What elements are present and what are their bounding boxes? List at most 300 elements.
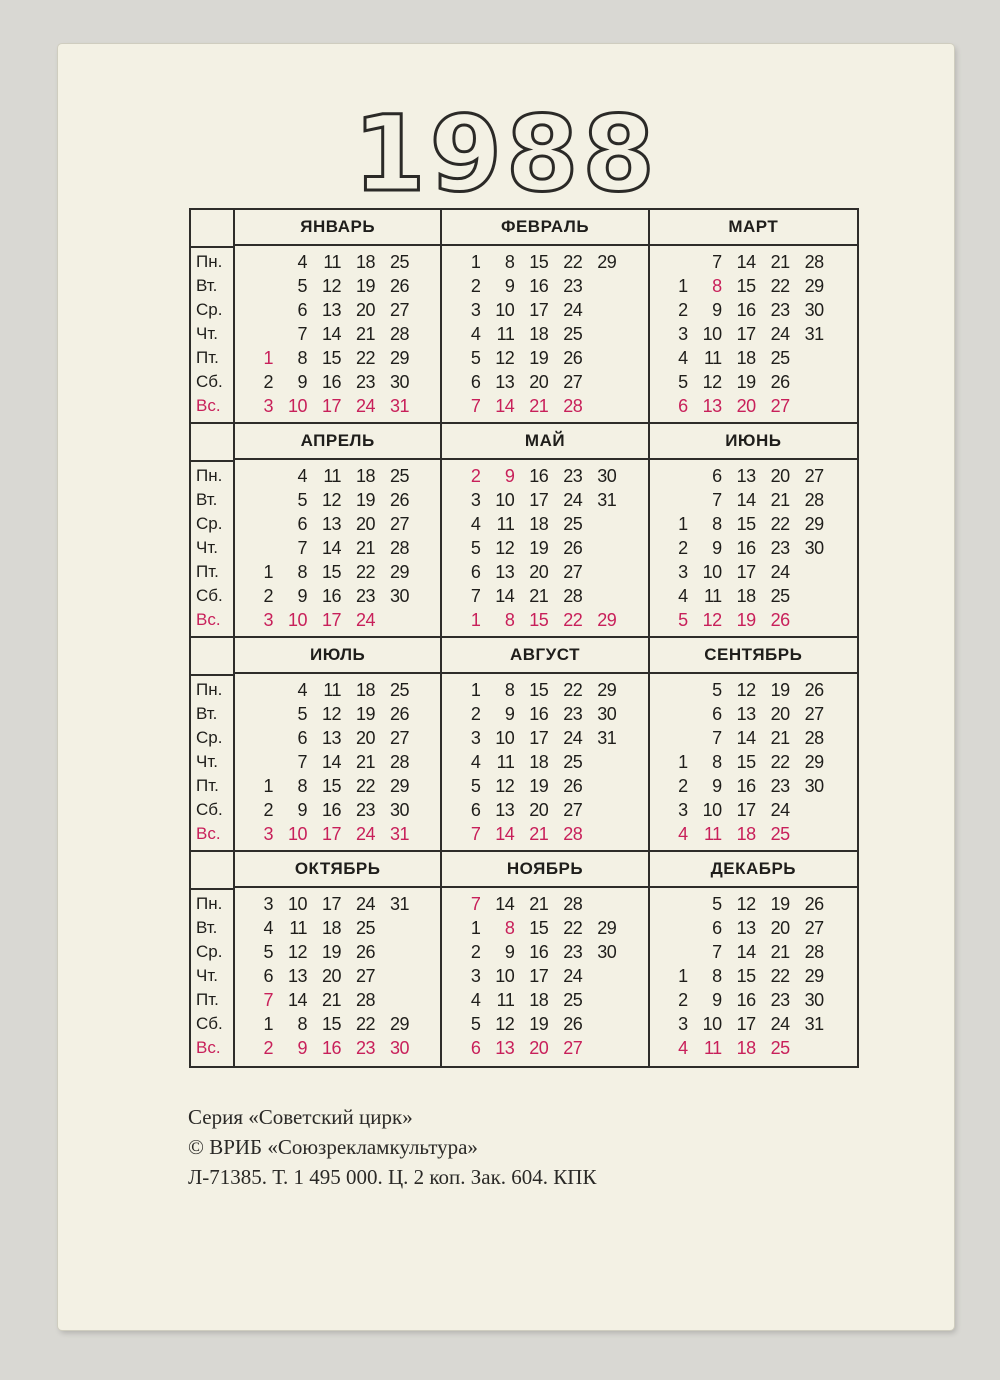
- date-number: 1: [263, 1014, 273, 1034]
- date-number: 1: [470, 610, 481, 630]
- month-name: МАРТ: [650, 210, 857, 246]
- date-number: 30: [597, 942, 617, 962]
- date-number: 5: [470, 538, 481, 558]
- date-number: 25: [563, 514, 583, 534]
- weekday-label: Пн.: [196, 252, 223, 271]
- date-number: 18: [529, 514, 549, 534]
- weekday-label: Пт.: [196, 562, 219, 581]
- date-number: 16: [321, 800, 341, 820]
- weekday-row: [235, 512, 440, 536]
- date-number: 1: [678, 514, 688, 534]
- weekday-row: [650, 726, 857, 750]
- weekday-row: [650, 1036, 857, 1060]
- date-number: 11: [496, 752, 515, 772]
- date-number: 30: [804, 776, 824, 796]
- date-number: 28: [389, 752, 409, 772]
- date-number: 10: [702, 1014, 722, 1034]
- date-number: 24: [563, 966, 583, 986]
- date-number: 13: [321, 728, 341, 748]
- date-number: 4: [678, 586, 688, 606]
- date-number: 13: [736, 918, 756, 938]
- date-number: 20: [355, 728, 375, 748]
- date-number: 14: [736, 942, 756, 962]
- weekday-row: [235, 798, 440, 822]
- date-number: [582, 512, 616, 536]
- date-number: 15: [736, 276, 756, 296]
- date-number: 18: [321, 918, 341, 938]
- date-number: 25: [563, 752, 583, 772]
- date-number: 12: [736, 894, 756, 914]
- date-number: 13: [495, 562, 515, 582]
- weekday-label: Вс.: [196, 824, 221, 843]
- date-number: 8: [297, 1014, 307, 1034]
- date-number: [582, 394, 616, 418]
- weekday-row: [442, 512, 647, 536]
- weekday-row: [650, 250, 857, 274]
- date-number: 31: [804, 324, 824, 344]
- date-number: [582, 750, 616, 774]
- weekday-column: [191, 852, 235, 1066]
- date-number: 6: [712, 704, 722, 724]
- date-number: 26: [563, 348, 583, 368]
- date-number: 11: [703, 586, 722, 606]
- weekday-row: [650, 988, 857, 1012]
- date-number: 26: [804, 894, 824, 914]
- month-name: ДЕКАБРЬ: [650, 852, 857, 888]
- date-number: 22: [563, 610, 583, 630]
- date-number: 6: [470, 562, 481, 582]
- date-number: 25: [389, 466, 409, 486]
- date-number: 8: [504, 918, 515, 938]
- date-number: 27: [389, 514, 409, 534]
- date-number: 27: [563, 562, 583, 582]
- date-number: 17: [529, 490, 549, 510]
- date-number: [249, 464, 273, 488]
- date-number: 7: [297, 324, 307, 344]
- date-number: 11: [323, 466, 341, 486]
- date-number: 31: [597, 490, 617, 510]
- date-number: 14: [287, 990, 307, 1010]
- date-number: 22: [355, 776, 375, 796]
- weekday-row: [442, 726, 647, 750]
- date-number: 17: [529, 300, 549, 320]
- date-number: 17: [736, 562, 756, 582]
- date-number: 22: [770, 514, 790, 534]
- date-number: 10: [287, 894, 307, 914]
- weekday-row: [442, 1012, 647, 1036]
- date-number: 29: [804, 752, 824, 772]
- date-number: 1: [678, 966, 688, 986]
- date-number: 27: [804, 704, 824, 724]
- date-number: [664, 940, 688, 964]
- date-number: 25: [563, 990, 583, 1010]
- weekday-row: [650, 916, 857, 940]
- weekday-row: [235, 940, 440, 964]
- date-number: 2: [470, 276, 481, 296]
- date-number: 18: [529, 752, 549, 772]
- date-number: 5: [470, 776, 481, 796]
- date-number: 20: [529, 800, 549, 820]
- date-number: [664, 726, 688, 750]
- date-number: 10: [702, 324, 722, 344]
- date-number: 7: [712, 490, 722, 510]
- date-number: 13: [702, 396, 722, 416]
- date-number: 3: [263, 894, 273, 914]
- weekday-label: Пн.: [196, 466, 223, 485]
- date-number: 25: [389, 252, 409, 272]
- date-number: 14: [495, 396, 515, 416]
- month-block: [650, 424, 857, 638]
- date-number: 19: [736, 610, 756, 630]
- date-number: 25: [355, 918, 375, 938]
- date-number: 20: [529, 1038, 549, 1058]
- date-number: 16: [736, 776, 756, 796]
- date-number: 12: [495, 776, 515, 796]
- date-number: 4: [678, 348, 688, 368]
- date-number: 29: [597, 680, 617, 700]
- date-number: 2: [470, 704, 481, 724]
- date-number: 27: [804, 466, 824, 486]
- date-number: [582, 964, 616, 988]
- date-number: 3: [470, 490, 481, 510]
- weekday-label: Чт.: [196, 966, 218, 985]
- month-name: АПРЕЛЬ: [235, 424, 440, 460]
- date-number: 21: [321, 990, 341, 1010]
- date-number: 22: [770, 276, 790, 296]
- date-number: 30: [804, 990, 824, 1010]
- date-number: 15: [321, 1014, 341, 1034]
- weekday-column: [191, 638, 235, 852]
- date-number: 14: [495, 824, 515, 844]
- weekday-row: [235, 678, 440, 702]
- year-title: 1988: [353, 93, 659, 215]
- date-number: [790, 394, 824, 418]
- weekday-row: [235, 488, 440, 512]
- date-number: 19: [529, 538, 549, 558]
- date-number: 8: [297, 348, 307, 368]
- weekday-header-blank: [191, 210, 233, 248]
- date-number: 30: [597, 466, 617, 486]
- date-number: 6: [470, 1038, 481, 1058]
- date-number: 11: [496, 324, 515, 344]
- date-number: 14: [321, 752, 341, 772]
- date-number: 21: [529, 586, 549, 606]
- date-number: 4: [470, 324, 481, 344]
- date-number: 18: [736, 348, 756, 368]
- weekday-row: [235, 608, 440, 632]
- date-number: 11: [323, 680, 341, 700]
- date-number: 5: [712, 680, 722, 700]
- date-number: 30: [804, 538, 824, 558]
- date-number: [664, 702, 688, 726]
- date-number: 16: [321, 586, 341, 606]
- date-number: 2: [678, 538, 688, 558]
- date-number: 17: [321, 894, 341, 914]
- date-number: 24: [563, 728, 583, 748]
- date-number: 24: [355, 396, 375, 416]
- date-number: [790, 798, 824, 822]
- date-number: 21: [355, 752, 375, 772]
- date-number: 10: [287, 610, 307, 630]
- weekday-row: [235, 274, 440, 298]
- date-number: 23: [355, 586, 375, 606]
- date-number: 16: [736, 990, 756, 1010]
- date-number: [664, 488, 688, 512]
- weekday-row: [442, 1036, 647, 1060]
- date-number: 31: [597, 728, 617, 748]
- weekday-row: [442, 488, 647, 512]
- date-number: 16: [321, 1038, 341, 1058]
- date-number: 17: [321, 396, 341, 416]
- date-number: 19: [321, 942, 341, 962]
- date-number: 9: [504, 942, 515, 962]
- date-number: 21: [770, 490, 790, 510]
- date-number: 15: [321, 776, 341, 796]
- date-number: 7: [712, 252, 722, 272]
- date-number: 8: [712, 752, 722, 772]
- month-block: [442, 638, 649, 852]
- date-number: 24: [770, 324, 790, 344]
- date-number: 24: [563, 490, 583, 510]
- weekday-row: [442, 750, 647, 774]
- date-number: 11: [496, 990, 515, 1010]
- weekday-column: [191, 424, 235, 638]
- date-number: [664, 892, 688, 916]
- date-number: [582, 274, 616, 298]
- date-number: 4: [470, 752, 481, 772]
- date-number: 30: [804, 300, 824, 320]
- weekday-row: [650, 822, 857, 846]
- date-number: 28: [389, 324, 409, 344]
- weekday-row: [235, 964, 440, 988]
- weekday-row: [650, 608, 857, 632]
- date-number: 1: [470, 918, 481, 938]
- date-number: 21: [529, 894, 549, 914]
- date-number: [249, 726, 273, 750]
- date-number: 2: [470, 466, 481, 486]
- date-number: [582, 322, 616, 346]
- weekday-row: [235, 250, 440, 274]
- date-number: [790, 560, 824, 584]
- weekday-row: [442, 892, 647, 916]
- date-number: 19: [355, 490, 375, 510]
- date-number: 9: [297, 372, 307, 392]
- date-number: 4: [297, 680, 307, 700]
- date-number: 29: [389, 776, 409, 796]
- date-number: 23: [770, 538, 790, 558]
- date-number: 27: [563, 1038, 583, 1058]
- date-number: 30: [389, 1038, 409, 1058]
- date-number: 19: [355, 704, 375, 724]
- weekday-label: Пн.: [196, 680, 223, 699]
- date-number: 18: [529, 324, 549, 344]
- series-line: Серия «Советский цирк»: [188, 1105, 413, 1129]
- month-name: ИЮЛЬ: [235, 638, 440, 674]
- date-number: 20: [736, 396, 756, 416]
- date-number: 18: [529, 990, 549, 1010]
- date-number: [790, 346, 824, 370]
- date-number: 13: [736, 704, 756, 724]
- date-number: 28: [804, 942, 824, 962]
- weekday-row: [442, 988, 647, 1012]
- month-name: АВГУСТ: [442, 638, 647, 674]
- date-number: 24: [770, 800, 790, 820]
- date-number: [790, 584, 824, 608]
- date-number: 3: [263, 396, 273, 416]
- weekday-row: [235, 560, 440, 584]
- weekday-row: [442, 536, 647, 560]
- date-number: 27: [355, 966, 375, 986]
- date-number: 29: [389, 348, 409, 368]
- weekday-row: [235, 988, 440, 1012]
- weekday-row: [650, 488, 857, 512]
- date-number: 9: [297, 1038, 307, 1058]
- date-number: 20: [529, 562, 549, 582]
- date-number: 7: [712, 728, 722, 748]
- date-number: 2: [678, 776, 688, 796]
- date-number: 23: [563, 942, 583, 962]
- month-name: СЕНТЯБРЬ: [650, 638, 857, 674]
- print-info-line: Л-71385. Т. 1 495 000. Ц. 2 коп. Зак. 604. КПК: [188, 1165, 597, 1189]
- date-number: 12: [495, 348, 515, 368]
- date-number: 6: [263, 966, 273, 986]
- date-number: 12: [702, 372, 722, 392]
- date-number: 18: [355, 680, 375, 700]
- weekday-row: [235, 750, 440, 774]
- date-number: 5: [263, 942, 273, 962]
- weekday-label: Вс.: [196, 1038, 221, 1057]
- date-number: 3: [678, 562, 688, 582]
- date-number: 21: [355, 538, 375, 558]
- date-number: 13: [736, 466, 756, 486]
- date-number: [790, 608, 824, 632]
- date-number: 5: [470, 1014, 481, 1034]
- date-number: [375, 964, 409, 988]
- date-number: [249, 488, 273, 512]
- date-number: 9: [712, 538, 722, 558]
- date-number: 1: [678, 752, 688, 772]
- date-number: 5: [297, 490, 307, 510]
- date-number: [249, 702, 273, 726]
- date-number: 11: [496, 514, 515, 534]
- date-number: 28: [804, 490, 824, 510]
- weekday-row: [650, 702, 857, 726]
- date-number: 30: [597, 704, 617, 724]
- date-number: 22: [355, 562, 375, 582]
- date-number: 26: [563, 1014, 583, 1034]
- date-number: 10: [495, 966, 515, 986]
- date-number: 26: [770, 610, 790, 630]
- date-number: 19: [770, 680, 790, 700]
- date-number: [664, 250, 688, 274]
- date-number: 26: [389, 704, 409, 724]
- date-number: 14: [495, 894, 515, 914]
- weekday-row: [650, 560, 857, 584]
- date-number: 14: [736, 728, 756, 748]
- date-number: 30: [389, 372, 409, 392]
- date-number: 7: [470, 396, 481, 416]
- date-number: [249, 274, 273, 298]
- date-number: 1: [470, 252, 481, 272]
- date-number: 2: [263, 586, 273, 606]
- date-number: 31: [389, 824, 409, 844]
- weekday-label: Вт.: [196, 490, 218, 509]
- date-number: 14: [736, 252, 756, 272]
- weekday-row: [442, 298, 647, 322]
- month-block: [235, 638, 442, 852]
- date-number: 1: [678, 276, 688, 296]
- date-number: 5: [712, 894, 722, 914]
- weekday-row: [650, 892, 857, 916]
- weekday-row: [442, 370, 647, 394]
- weekday-row: [235, 322, 440, 346]
- weekday-label: Чт.: [196, 752, 218, 771]
- date-number: 26: [563, 538, 583, 558]
- date-number: 4: [678, 824, 688, 844]
- date-number: 5: [297, 276, 307, 296]
- date-number: 2: [678, 990, 688, 1010]
- date-number: 12: [321, 490, 341, 510]
- weekday-row: [442, 916, 647, 940]
- date-number: 25: [770, 586, 790, 606]
- date-number: 13: [495, 1038, 515, 1058]
- date-number: 24: [770, 562, 790, 582]
- date-number: 15: [321, 562, 341, 582]
- date-number: 17: [529, 728, 549, 748]
- date-number: 8: [297, 562, 307, 582]
- date-number: 19: [529, 776, 549, 796]
- weekday-row: [442, 940, 647, 964]
- weekday-label: Вт.: [196, 918, 218, 937]
- date-number: 5: [470, 348, 481, 368]
- month-name: ЯНВАРЬ: [235, 210, 440, 246]
- weekday-row: [235, 1036, 440, 1060]
- date-number: [790, 822, 824, 846]
- date-number: 15: [736, 752, 756, 772]
- date-number: [582, 822, 616, 846]
- date-number: 6: [297, 514, 307, 534]
- date-number: 16: [529, 466, 549, 486]
- month-block: [235, 424, 442, 638]
- date-number: 26: [389, 276, 409, 296]
- weekday-row: [650, 298, 857, 322]
- date-number: 25: [770, 1038, 790, 1058]
- date-number: 20: [770, 466, 790, 486]
- month-block: [650, 852, 857, 1066]
- date-number: 3: [678, 1014, 688, 1034]
- month-block: [442, 210, 649, 424]
- weekday-row: [650, 798, 857, 822]
- date-number: 17: [736, 1014, 756, 1034]
- date-number: 25: [389, 680, 409, 700]
- date-number: 20: [529, 372, 549, 392]
- date-number: 8: [712, 276, 722, 296]
- date-number: 12: [495, 1014, 515, 1034]
- weekday-label: Вт.: [196, 276, 218, 295]
- date-number: 12: [702, 610, 722, 630]
- date-number: 22: [355, 348, 375, 368]
- date-number: 31: [804, 1014, 824, 1034]
- date-number: 29: [804, 276, 824, 296]
- date-number: 22: [770, 966, 790, 986]
- weekday-row: [442, 822, 647, 846]
- date-number: 1: [263, 776, 273, 796]
- weekday-label: Чт.: [196, 324, 218, 343]
- date-number: 16: [529, 704, 549, 724]
- date-number: 9: [504, 276, 515, 296]
- date-number: 13: [495, 372, 515, 392]
- weekday-row: [442, 394, 647, 418]
